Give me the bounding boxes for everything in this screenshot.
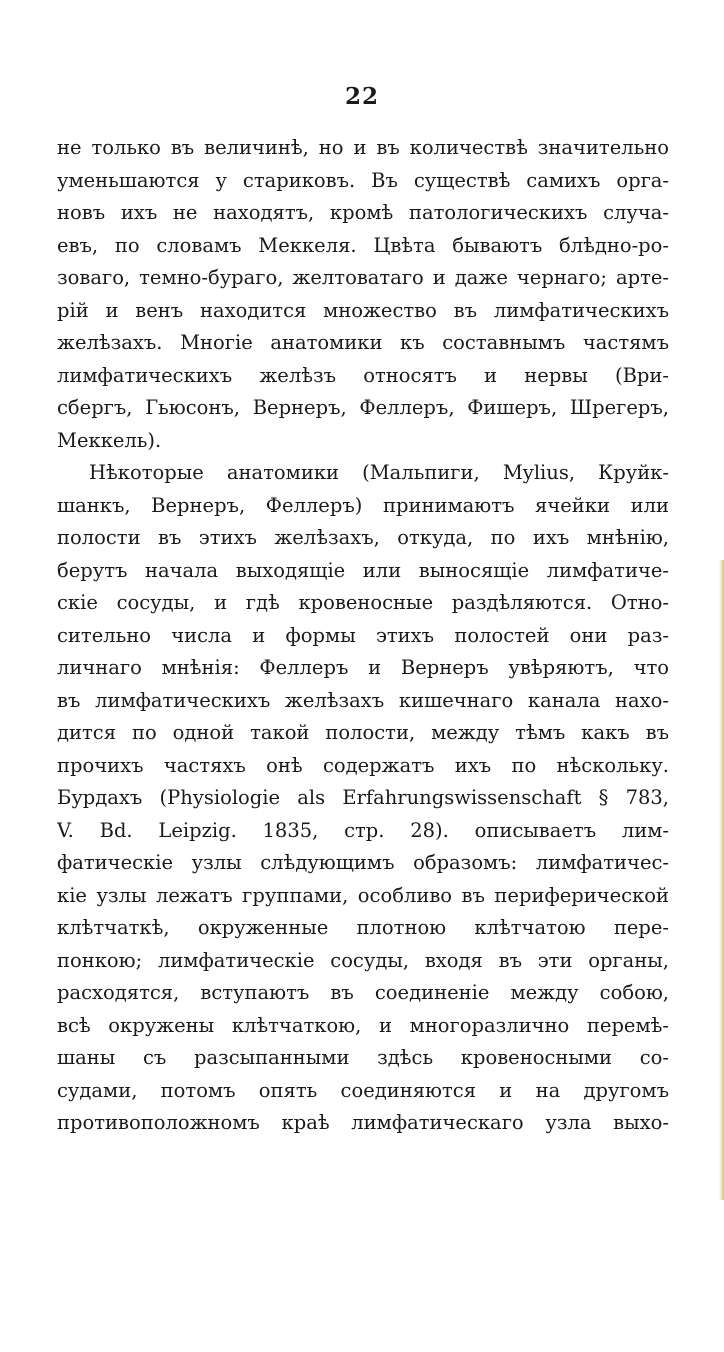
text-line: евъ, по словамъ Меккеля. Цвѣта бываютъ блѣдно-ро-	[57, 233, 669, 257]
text-line: судами, потомъ опять соединяются и на другомъ	[57, 1078, 669, 1102]
text-line: зоваго, темно-бураго, желтоватаго и даже чернаго; арте-	[57, 266, 669, 289]
text-line: Нѣкоторые анатомики (Мальпиги, Mylius, Круйк-	[89, 461, 669, 484]
text-line: прочихъ частяхъ онѣ содержатъ ихъ по нѣскольку.	[57, 753, 669, 777]
text-line: кіе узлы лежатъ группами, особливо въ периферической	[57, 883, 669, 907]
text-line: личнаго мнѣнія: Феллеръ и Вернеръ увѣряютъ, что	[57, 656, 669, 679]
text-line: новъ ихъ не находятъ, кромѣ патологическихъ случа-	[57, 201, 669, 224]
text-line: сбергъ, Гьюсонъ, Вернеръ, Феллеръ, Фишеръ, Шрегеръ,	[57, 396, 669, 419]
text-line: шаны съ разсыпанными здѣсь кровеносными со-	[57, 1046, 669, 1069]
text-line: сительно числа и формы этихъ полостей они раз-	[57, 623, 669, 647]
text-line: противоположномъ краѣ лимфатическаго узла выхо-	[57, 1111, 669, 1134]
text-line: расходятся, вступаютъ въ соединеніе между собою,	[57, 981, 669, 1004]
text-line: Бурдахъ (Physiologie als Erfahrungswissenschaft § 783,	[57, 786, 669, 809]
text-line: фатическіе узлы слѣдующимъ образомъ: лимфатичес-	[57, 851, 669, 874]
text-line: уменьшаются у стариковъ. Въ существѣ самихъ орга-	[57, 168, 669, 192]
body-text	[57, 132, 669, 1140]
text-line: Меккель).	[57, 428, 162, 452]
text-line: V. Bd. Leipzig. 1835, стр. 28). описываетъ лим-	[57, 818, 669, 842]
text-line: скіе сосуды, и гдѣ кровеносные раздѣляются. Отно-	[57, 591, 669, 614]
page-number: 22	[344, 83, 379, 110]
text-line: лимфатическихъ желѣзъ относятъ и нервы (Ври-	[57, 363, 669, 387]
text-line: дится по одной такой полости, между тѣмъ какъ въ	[57, 721, 669, 744]
page-edge-shading	[719, 560, 724, 1200]
text-line: всѣ окружены клѣтчаткою, и многоразлично перемѣ-	[57, 1013, 669, 1037]
text-line: клѣтчаткѣ, окруженные плотною клѣтчатою пере-	[57, 916, 669, 939]
text-line: полости въ этихъ желѣзахъ, откуда, по ихъ мнѣнію,	[57, 526, 669, 549]
text-line: не только въ величинѣ, но и въ количествѣ значительно	[57, 136, 669, 159]
text-line: желѣзахъ. Многіе анатомики къ составнымъ частямъ	[57, 331, 669, 354]
text-line: въ лимфатическихъ желѣзахъ кишечнаго канала нахо-	[57, 688, 669, 712]
text-line: понкою; лимфатическіе сосуды, входя въ эти органы,	[57, 948, 669, 972]
text-line: шанкъ, Вернеръ, Феллеръ) принимаютъ ячейки или	[57, 493, 669, 517]
text-line: берутъ начала выходящіе или выносящіе лимфатиче-	[57, 558, 669, 582]
text-line: рій и венъ находится множество въ лимфатическихъ	[57, 298, 669, 322]
